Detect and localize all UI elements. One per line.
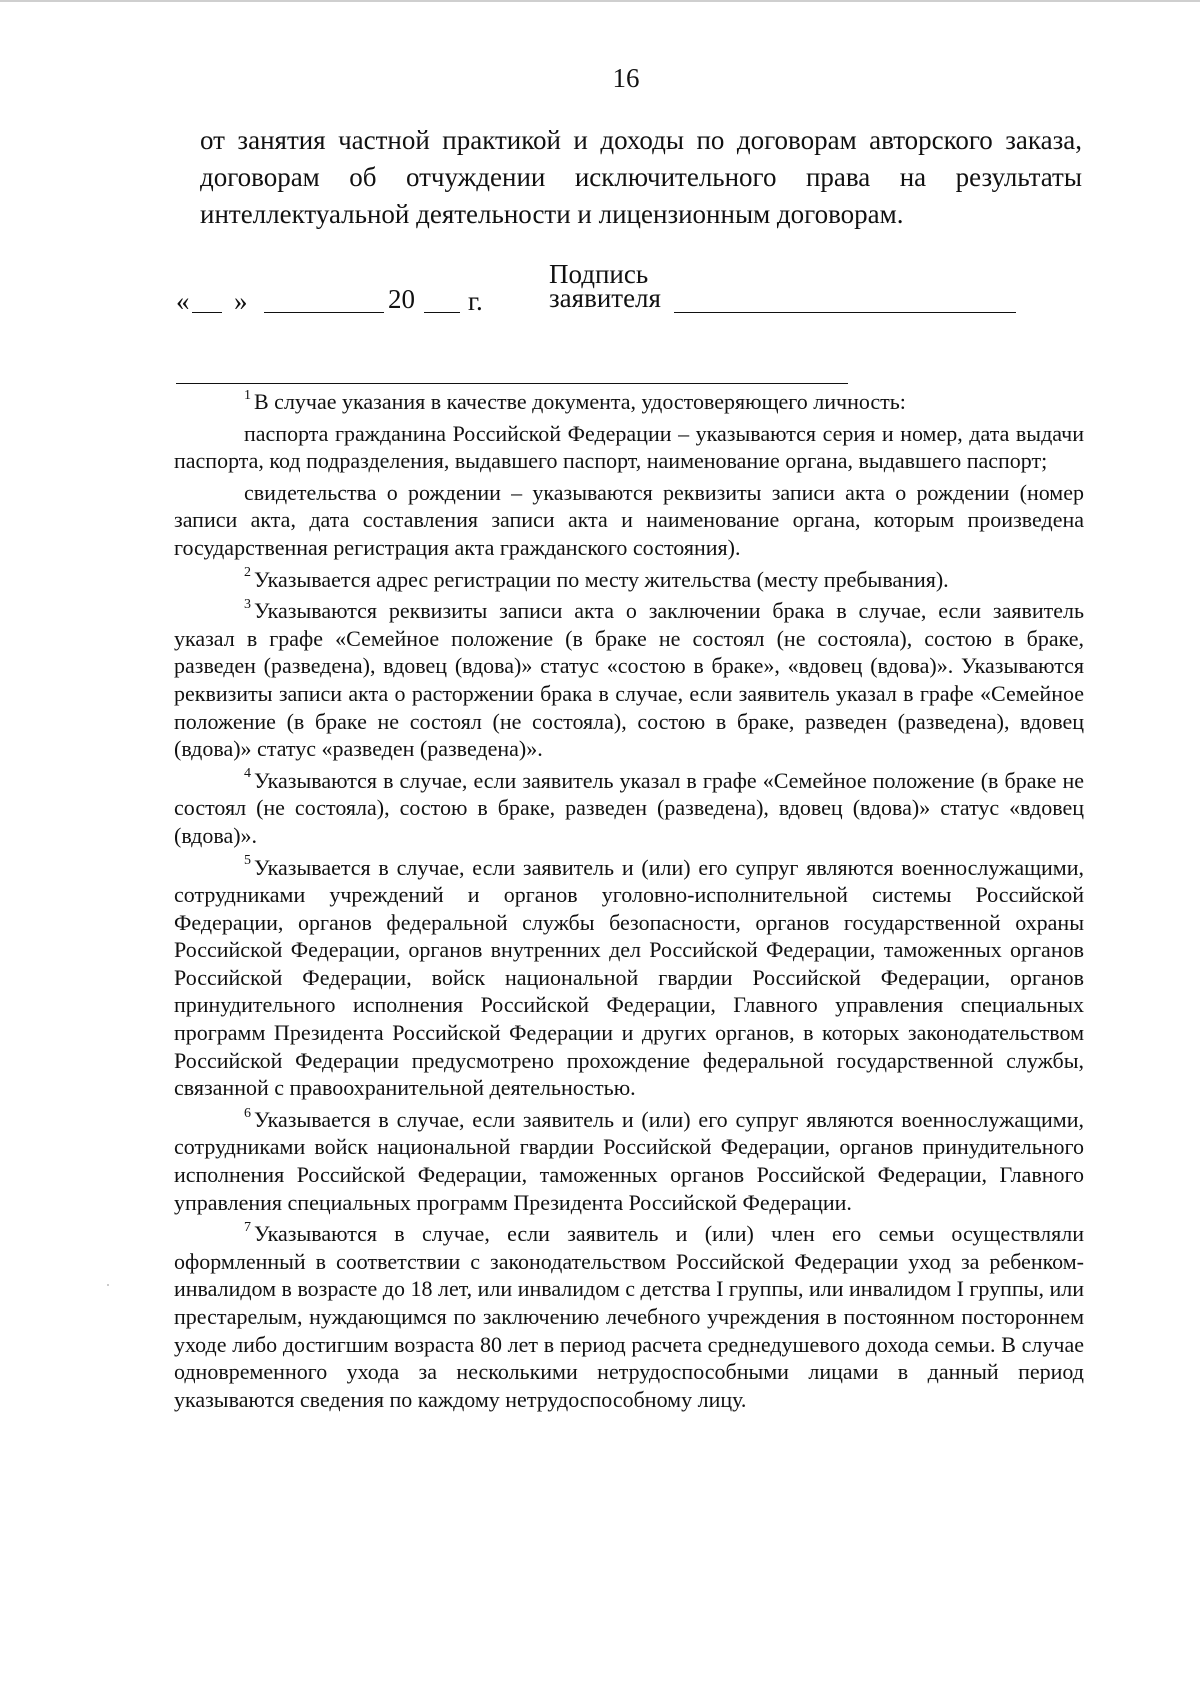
page-number: 16 bbox=[612, 63, 640, 93]
footnote-mark: 1 bbox=[244, 387, 251, 403]
day-field[interactable] bbox=[192, 312, 222, 313]
footnote-mark: 3 bbox=[244, 596, 251, 612]
signature-field[interactable] bbox=[674, 312, 1016, 313]
footnote-paragraph bbox=[174, 420, 1084, 475]
month-field[interactable] bbox=[264, 312, 384, 313]
footnote-3 bbox=[174, 597, 1084, 763]
footnote-7 bbox=[174, 1220, 1084, 1413]
footnote-paragraph bbox=[174, 479, 1084, 562]
footnote-2 bbox=[174, 566, 1084, 594]
date-open-quote: « bbox=[176, 286, 190, 316]
signature-label-line1: Подпись bbox=[549, 259, 649, 289]
footnote-text: Указывается адрес регистрации по месту жительства (месту пребывания). bbox=[254, 566, 949, 592]
footnote-mark: 2 bbox=[244, 565, 251, 581]
year-suffix: г. bbox=[468, 286, 483, 316]
footnote-mark: 4 bbox=[244, 766, 251, 782]
footnote-text: Указывается в случае, если заявитель и (или) его супруг являются военнослужащими, сотрудниками войск национальной гвардии Российской Федерации, органов принудительного исполнения Российской Федерации, таможенных органов Российской Федерации, Главного управления специальных программ Президента Российской Федерации. bbox=[174, 1106, 1084, 1215]
footnotes bbox=[174, 388, 1084, 1413]
footnote-mark: 7 bbox=[244, 1219, 251, 1235]
footnote-text: Указываются в случае, если заявитель и (или) член его семьи осуществляли оформленный в соответствии с законодательством Российской Федерации уход за ребенком-инвалидом в возрасте до 18 лет, или инвалидом с детства I группы, или инвалидом I группы, или престарелым, нуждающимся по заключению лечебного учреждения в постоянном постороннем уходе либо достигшим возраста 80 лет в период расчета среднедушевого дохода семьи. В случае одновременного ухода за несколькими нетрудоспособными лицами в данный период указываются сведения по каждому нетрудоспособному лицу. bbox=[174, 1221, 1084, 1412]
footnote-1 bbox=[174, 388, 1084, 416]
year-prefix: 20 bbox=[388, 284, 415, 314]
footnote-5 bbox=[174, 854, 1084, 1102]
date-close-quote: » bbox=[234, 286, 248, 316]
signature-block bbox=[176, 259, 1036, 322]
footnote-4 bbox=[174, 767, 1084, 850]
footnote-text: В случае указания в качестве документа, удостоверяющего личность: bbox=[254, 389, 906, 414]
footnote-separator bbox=[176, 383, 848, 384]
footnote-mark: 5 bbox=[244, 853, 251, 869]
footnote-text: Указываются реквизиты записи акта о заключении брака в случае, если заявитель указал в графе «Семейное положение (в браке не состоял (не состояла), состою в браке, разведен (разведена), вдовец (вдова)» статус «состою в браке», «вдовец (вдова)». Указываются реквизиты записи акта о расторжении брака в случае, если заявитель указал в графе «Семейное положение (в браке не состоял (не состояла), состою в браке, разведен (разведена), вдовец (вдова)» статус «разведен (разведена)». bbox=[174, 598, 1084, 762]
footnote-6 bbox=[174, 1106, 1084, 1216]
footnote-text: Указывается в случае, если заявитель и (или) его супруг являются военнослужащими, сотрудниками учреждений и органов уголовно-исполнительной системы Российской Федерации, органов федеральной службы безопасности, органов государственной охраны Российской Федерации, органов внутренних дел Российской Федерации, таможенных органов Российской Федерации, войск национальной гвардии Российской Федерации, органов принудительного исполнения Российской Федерации, Главного управления специальных программ Президента Российской Федерации и других органов, в которых законодательством Российской Федерации предусмотрено прохождение федеральной государственной службы, связанной с правоохранительной деятельностью. bbox=[174, 854, 1084, 1101]
scan-speck bbox=[107, 1284, 109, 1286]
footnote-text: свидетельства о рождении – указываются реквизиты записи акта о рождении (номер записи акта, дата составления записи акта и наименование органа, которым произведена государственная регистрация акта гражданского состояния). bbox=[174, 479, 1084, 560]
footnote-text: Указываются в случае, если заявитель указал в графе «Семейное положение (в браке не состоял (не состояла), состою в браке, разведен (разведена), вдовец (вдова)» статус «вдовец (вдова)». bbox=[174, 767, 1084, 848]
main-paragraph: от занятия частной практикой и доходы по договорам авторского заказа, договорам об отчуждении исключительного права на результаты интеллектуальной деятельности и лицензионным договорам. bbox=[200, 125, 1082, 229]
footnote-mark: 6 bbox=[244, 1105, 251, 1121]
footnote-text: паспорта гражданина Российской Федерации – указываются серия и номер, дата выдачи паспорта, код подразделения, выдавшего паспорт, наименование органа, выдавшего паспорт; bbox=[174, 420, 1084, 474]
year-field[interactable] bbox=[424, 312, 460, 313]
signature-label-line2: заявителя bbox=[549, 283, 661, 313]
page-top-edge bbox=[0, 0, 1200, 2]
